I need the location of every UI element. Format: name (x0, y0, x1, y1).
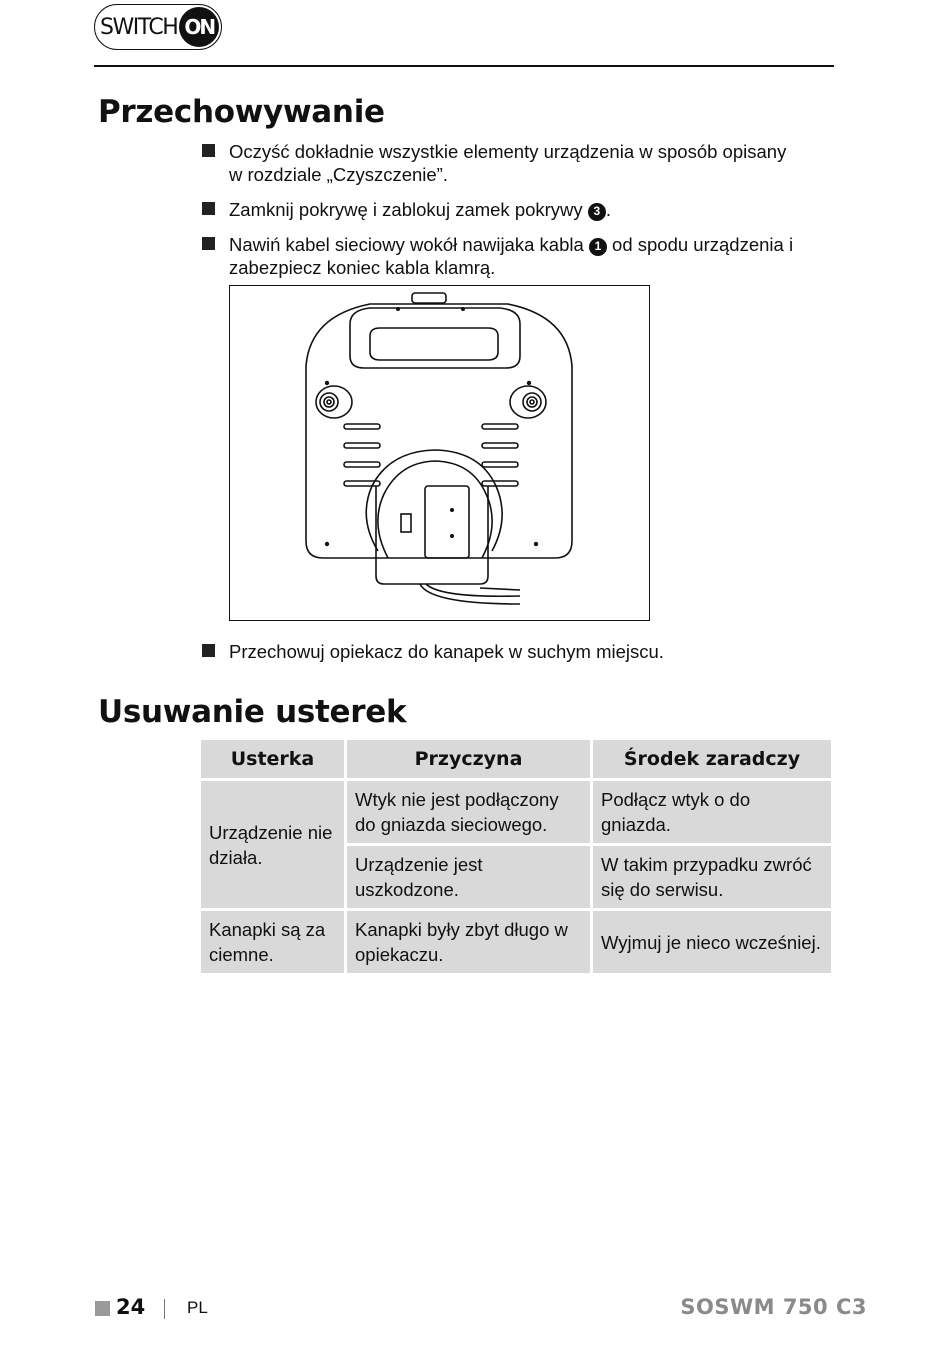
bullet-item (202, 140, 802, 186)
model-number: SOSWM 750 C3 (680, 1295, 867, 1319)
bullet-text: Oczyść dokładnie wszystkie elementy urządzenia w sposób opisany w rozdziale „Czyszczenie”. (229, 141, 787, 185)
table-header-row (200, 739, 833, 780)
bullet-item (202, 233, 802, 279)
language-code: PL (187, 1298, 208, 1317)
page-number: 24 (116, 1295, 146, 1319)
sandwich-maker-illustration (229, 285, 650, 621)
bullet-item (202, 198, 802, 221)
bullet-text-end: od spodu urządzenia i zabezpiecz koniec kabla klamrą. (229, 234, 794, 278)
section-title-storage: Przechowywanie (98, 94, 385, 130)
table-row (200, 780, 833, 845)
troubleshooting-table (198, 737, 834, 976)
cell-fault: Urządzenie nie działa. (200, 780, 346, 910)
bullet-text: Zamknij pokrywę i zablokuj zamek pokrywy (229, 199, 588, 220)
power-on-icon: ON (179, 7, 219, 47)
column-header-remedy: Środek zaradczy (592, 739, 833, 780)
brand-logo (94, 4, 222, 50)
cell-remedy: Podłącz wtyk o do gniazda. (592, 780, 833, 845)
logo-text: SWITCH (100, 14, 178, 40)
bullet-text: Nawiń kabel sieciowy wokół nawijaka kabla (229, 234, 589, 255)
table-row (200, 910, 833, 975)
part-number-badge: 3 (588, 203, 606, 221)
column-header-cause: Przyczyna (346, 739, 592, 780)
cell-cause: Wtyk nie jest podłączony do gniazda sieciowego. (346, 780, 592, 845)
column-header-fault: Usterka (200, 739, 346, 780)
bullet-text-end: . (605, 199, 611, 220)
cell-cause: Urządzenie jest uszkodzone. (346, 845, 592, 910)
bullet-item (202, 640, 802, 663)
sandwich-maker-underside-icon (230, 286, 648, 619)
header-rule (94, 65, 834, 67)
bullet-text: Przechowuj opiekacz do kanapek w suchym miejscu. (229, 641, 664, 662)
cell-cause: Kanapki były zbyt długo w opiekaczu. (346, 910, 592, 975)
section-title-troubleshooting: Usuwanie usterek (98, 694, 407, 730)
cell-remedy: W takim przypadku zwróć się do serwisu. (592, 845, 833, 910)
cell-remedy: Wyjmuj je nieco wcześniej. (592, 910, 833, 975)
footer-divider (164, 1299, 165, 1319)
cell-fault: Kanapki są za ciemne. (200, 910, 346, 975)
part-number-badge: 1 (589, 238, 607, 256)
footer-square-icon (95, 1301, 110, 1316)
